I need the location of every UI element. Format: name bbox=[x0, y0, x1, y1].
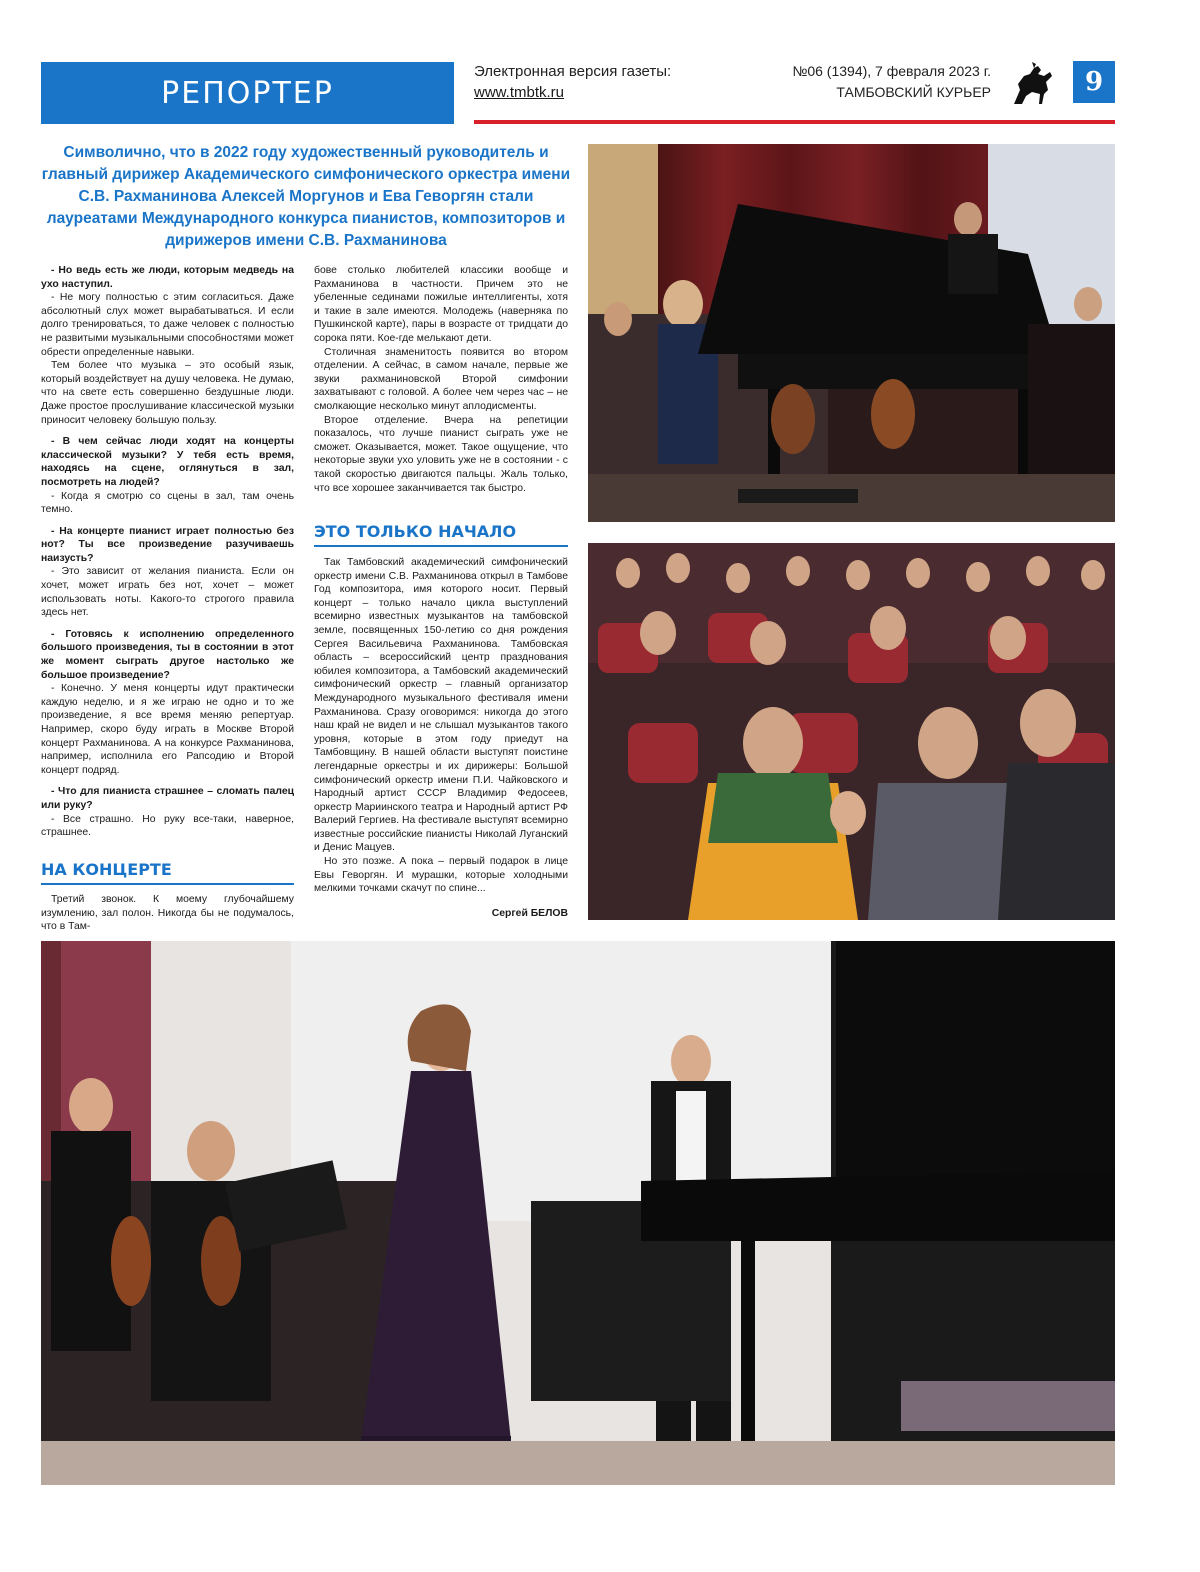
concert-column bbox=[314, 264, 568, 495]
subheading-concert: НА КОНЦЕРТЕ bbox=[41, 860, 294, 885]
concert-column-start bbox=[41, 893, 294, 934]
interview-answer: - Конечно. У меня концерты идут практически каждую неделю, и я же играю не одно и то же произведение, я все время меняю репертуар. Например, скоро буду играть в Москве Второй концерт Рахманинова. А на конкурсе Рахманинова, например, исполнила его Рапсодию и Второй концерт подряд. bbox=[41, 683, 294, 776]
photo-audience bbox=[588, 543, 1115, 920]
interview-answer: Тем более что музыка – это особый язык, который воздействует на душу человека. Не думаю, что на свете есть совершенно бездушные люди. Даже простое прослушивание классической музыки приносит человеку большую пользу. bbox=[41, 360, 294, 426]
edition-info bbox=[474, 61, 671, 103]
photo-stage-bow bbox=[41, 941, 1115, 1485]
paper-name: ТАМБОВСКИЙ КУРЬЕР bbox=[836, 84, 991, 100]
subheading-beginning: ЭТО ТОЛЬКО НАЧАЛО bbox=[314, 522, 568, 547]
issue-number-date: №06 (1394), 7 февраля 2023 г. bbox=[792, 63, 991, 79]
author-byline: Сергей БЕЛОВ bbox=[491, 908, 568, 919]
header-rule bbox=[474, 120, 1115, 124]
beginning-paragraph: Но это позже. А пока – первый подарок в лице Евы Геворгян. И мурашки, которые холодными мелкими точками скачут по спине... bbox=[314, 856, 568, 895]
concert-paragraph: Третий звонок. К моему глубочайшему изумлению, зал полон. Никогда бы не подумалось, что в Там- bbox=[41, 894, 294, 933]
edition-url-link[interactable]: www.tmbtk.ru bbox=[474, 84, 565, 101]
concert-paragraph: Столичная знаменитость появится во втором отделении. А сейчас, в самом начале, первые же звуки рахманиновской Второй симфонии захватывают с головой. А более чем через час – не смолкающие несколько минут аплодисменты. bbox=[314, 346, 568, 412]
interview-question: - Что для пианиста страшнее – сломать палец или руку? bbox=[41, 786, 294, 811]
concert-paragraph: Второе отделение. Вчера на репетиции показалось, что лучше пианист сыграть уже не сможет. Оказывается, может. Такое ощущение, что некоторые звуки ухо уловить уже не в состоянии - с такой скоростью двигаются пальцы. Жаль только, что все хорошее заканчивается так быстро. bbox=[314, 414, 568, 494]
edition-label: Электронная версия газеты: bbox=[474, 63, 672, 80]
photo-pianist-orchestra bbox=[588, 144, 1115, 522]
interview-answer: - Когда я смотрю со сцены в зал, там очень темно. bbox=[41, 490, 294, 516]
concert-paragraph: бове столько любителей классики вообще и Рахманинова в частности. Причем это не убеленные сединами пожилые интеллигенты, хотя и такие в зале имеются. Молодежь (наверняка по Пушкинской карте), пары в возрасте от тридцати до сорока пяти. Кое-где мелькают дети. bbox=[314, 265, 568, 344]
interview-answer: - Это зависит от желания пианиста. Если он хочет, может играть без нот, хочет – может использовать ноты. Какого-то строгого правила здесь нет. bbox=[41, 566, 294, 619]
beginning-paragraph: Так Тамбовский академический симфонический оркестр имени С.В. Рахманинова открыл в Тамбове Год композитора, имя которого носит. Первый концерт – только начало цикла выступлений всемирно известных музыкантов на тамбовской земле, посвященных 150-летию со дня рождения Сергея Васильевича Рахманинова. Тамбовская область – всероссийский центр празднования юбилея композитора, а Тамбовский академический симфонический оркестр – главный организатор Международного музыкального фестиваля имени Рахманинова. Сразу оговоримся: никогда до этого наш край не видел и не слышал музыкантов такого уровня, которые в этом году приедут на Тамбовщину. В нашей области выступят поистине легендарные оркестры и их дирижеры: Большой симфонический оркестр имени П.И. Чайковского и Народный артист СССР Владимир Федосеев, оркестр Мариинского театра и Народный артист РФ Валерий Гергиев. На фестивале выступят всемирно известные российские пианисты Николай Луганский и Денис Мацуев. bbox=[314, 557, 568, 854]
interview-question: - На концерте пианист играет полностью без нот? Ты все произведение разучиваешь наизусть? bbox=[41, 525, 294, 564]
interview-question: - Но ведь есть же люди, которым медведь на ухо наступил. bbox=[41, 265, 294, 290]
horse-rider-icon bbox=[1008, 60, 1056, 108]
interview-answer: - Все страшно. Но руку все-таки, наверное, страшнее. bbox=[41, 813, 294, 839]
page-number: 9 bbox=[1073, 61, 1115, 103]
lead-paragraph: Символично, что в 2022 году художественный руководитель и главный дирижер Академического симфонического оркестра имени С.В. Рахманинова Алексей Моргунов и Ева Геворгян стали лауреатами Международного конкурса пианистов, композиторов и дирижеров имени С.В. Рахманинова bbox=[41, 144, 571, 249]
section-title: РЕПОРТЕР bbox=[161, 75, 334, 111]
interview-column bbox=[41, 264, 294, 840]
interview-question: - Готовясь к исполнению определенного большого произведения, ты в состоянии в этот же момент сыграть другое настолько же большое произведение? bbox=[41, 628, 294, 681]
interview-answer: - Не могу полностью с этим согласиться. Даже абсолютный слух может вырабатываться. И если долго тренироваться, то даже человек с полностью не развитыми музыкальными способностями может обрести определенные навыки. bbox=[41, 292, 294, 358]
interview-question: - В чем сейчас люди ходят на концерты классической музыки? У тебя есть время, находясь на сцене, оглянуться в зал, посмотреть на людей? bbox=[41, 436, 294, 488]
beginning-column bbox=[314, 556, 568, 896]
section-band bbox=[41, 62, 454, 124]
issue-info bbox=[792, 61, 991, 103]
